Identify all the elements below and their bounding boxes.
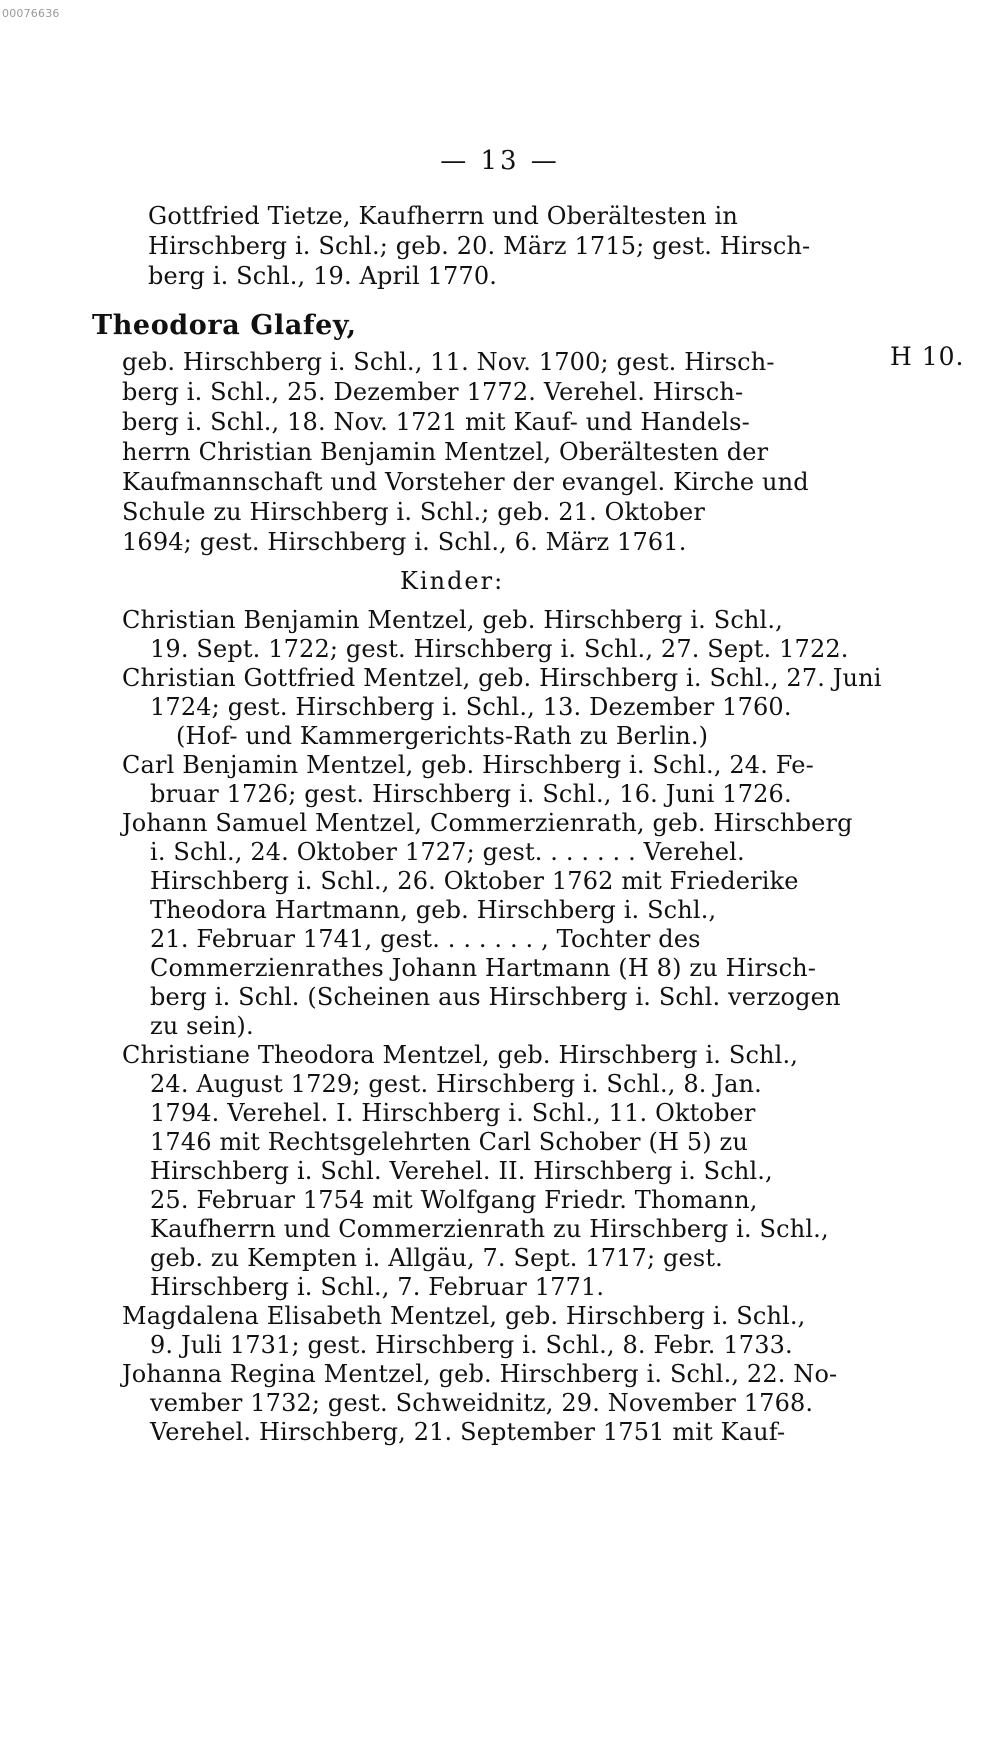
child-entry-line: Hirschberg i. Schl., 7. Februar 1771. — [150, 1273, 605, 1301]
child-entry-line: Commerzienrathes Johann Hartmann (H 8) zu Hirsch- — [150, 954, 817, 982]
person-heading: Theodora Glafey, — [92, 310, 357, 341]
biography-line: Kaufmannschaft und Vorsteher der evangel. Kirche und — [122, 468, 809, 496]
side-reference-code: H 10. — [890, 342, 965, 371]
page-number: — 13 — — [440, 146, 560, 176]
child-entry-line: Theodora Hartmann, geb. Hirschberg i. Schl., — [150, 896, 717, 924]
child-entry-line: i. Schl., 24. Oktober 1727; gest. . . . . . . Verehel. — [150, 838, 745, 866]
child-entry-line: 24. August 1729; gest. Hirschberg i. Schl., 8. Jan. — [150, 1070, 762, 1098]
biography-line: geb. Hirschberg i. Schl., 11. Nov. 1700; gest. Hirsch- — [122, 348, 775, 376]
biography-line: herrn Christian Benjamin Mentzel, Oberältesten der — [122, 438, 769, 466]
biography-line: berg i. Schl., 25. Dezember 1772. Verehel. Hirsch- — [122, 378, 744, 406]
child-entry-line: Christiane Theodora Mentzel, geb. Hirschberg i. Schl., — [122, 1041, 799, 1069]
child-entry-line: Johann Samuel Mentzel, Commerzienrath, geb. Hirschberg — [122, 809, 853, 837]
child-entry-line: 1794. Verehel. I. Hirschberg i. Schl., 11. Oktober — [150, 1099, 756, 1127]
child-entry-line: 21. Februar 1741, gest. . . . . . . , Tochter des — [150, 925, 701, 953]
biography-line: Schule zu Hirschberg i. Schl.; geb. 21. Oktober — [122, 498, 706, 526]
intro-line: Gottfried Tietze, Kaufherrn und Oberältesten in — [148, 202, 738, 230]
child-entry-line: Carl Benjamin Mentzel, geb. Hirschberg i. Schl., 24. Fe- — [122, 751, 814, 779]
child-entry-line: (Hof- und Kammergerichts-Rath zu Berlin.) — [176, 722, 709, 750]
scan-id: 00076636 — [2, 7, 60, 20]
child-entry-line: 9. Juli 1731; gest. Hirschberg i. Schl., 8. Febr. 1733. — [150, 1331, 793, 1359]
child-entry-line: 25. Februar 1754 mit Wolfgang Friedr. Thomann, — [150, 1186, 758, 1214]
child-entry-line: Johanna Regina Mentzel, geb. Hirschberg i. Schl., 22. No- — [122, 1360, 838, 1388]
child-entry-line: 1724; gest. Hirschberg i. Schl., 13. Dezember 1760. — [150, 693, 792, 721]
biography-line: 1694; gest. Hirschberg i. Schl., 6. März 1761. — [122, 528, 687, 556]
intro-line: Hirschberg i. Schl.; geb. 20. März 1715; gest. Hirsch- — [148, 232, 811, 260]
child-entry-line: Kaufherrn und Commerzienrath zu Hirschberg i. Schl., — [150, 1215, 829, 1243]
child-entry-line: bruar 1726; gest. Hirschberg i. Schl., 16. Juni 1726. — [150, 780, 792, 808]
child-entry-line: Magdalena Elisabeth Mentzel, geb. Hirschberg i. Schl., — [122, 1302, 806, 1330]
child-entry-line: zu sein). — [150, 1012, 254, 1040]
child-entry-line: geb. zu Kempten i. Allgäu, 7. Sept. 1717; gest. — [150, 1244, 723, 1272]
child-entry-line: 1746 mit Rechtsgelehrten Carl Schober (H 5) zu — [150, 1128, 748, 1156]
child-entry-line: Christian Gottfried Mentzel, geb. Hirschberg i. Schl., 27. Juni — [122, 664, 882, 692]
child-entry-line: Hirschberg i. Schl., 26. Oktober 1762 mit Friederike — [150, 867, 799, 895]
intro-line: berg i. Schl., 19. April 1770. — [148, 262, 498, 290]
biography-line: berg i. Schl., 18. Nov. 1721 mit Kauf- und Handels- — [122, 408, 750, 436]
child-entry-line: Hirschberg i. Schl. Verehel. II. Hirschberg i. Schl., — [150, 1157, 773, 1185]
child-entry-line: Verehel. Hirschberg, 21. September 1751 mit Kauf- — [150, 1418, 786, 1446]
child-entry-line: vember 1732; gest. Schweidnitz, 29. November 1768. — [150, 1389, 814, 1417]
child-entry-line: berg i. Schl. (Scheinen aus Hirschberg i. Schl. verzogen — [150, 983, 841, 1011]
children-heading: Kinder: — [400, 567, 505, 595]
child-entry-line: Christian Benjamin Mentzel, geb. Hirschberg i. Schl., — [122, 606, 783, 634]
child-entry-line: 19. Sept. 1722; gest. Hirschberg i. Schl., 27. Sept. 1722. — [150, 635, 849, 663]
